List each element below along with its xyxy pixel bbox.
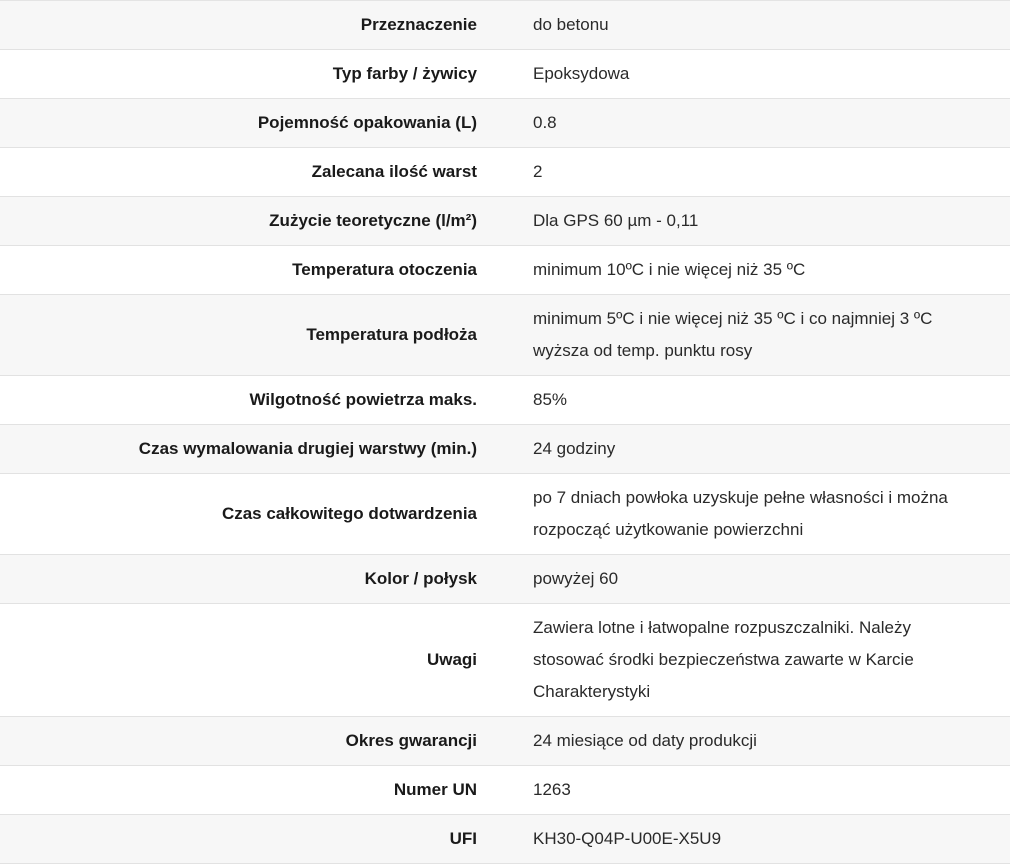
- spec-label: Temperatura podłoża: [306, 325, 477, 344]
- spec-row-typ-farby: [0, 50, 1010, 99]
- spec-value: 24 miesiące od daty produkcji: [533, 731, 757, 750]
- spec-row-ilosc-warstw: [0, 148, 1010, 197]
- spec-value: 0.8: [533, 113, 557, 132]
- spec-value: 24 godziny: [533, 439, 616, 458]
- spec-row-okres-gwarancji: [0, 717, 1010, 766]
- spec-value: Dla GPS 60 µm - 0,11: [533, 211, 699, 230]
- spec-row-czas-dotwardzenia: [0, 474, 1010, 555]
- spec-value: po 7 dniach powłoka uzyskuje pełne własności i można rozpocząć użytkowanie powierzchni: [533, 488, 948, 539]
- spec-value: minimum 5ºC i nie więcej niż 35 ºC i co najmniej 3 ºC wyższa od temp. punktu rosy: [533, 309, 933, 360]
- spec-label: Okres gwarancji: [345, 731, 477, 750]
- spec-row-temperatura-podloza: [0, 295, 1010, 376]
- spec-row-kolor-polysk: [0, 555, 1010, 604]
- spec-row-czas-wymalowania: [0, 425, 1010, 474]
- spec-label: Typ farby / żywicy: [332, 64, 477, 83]
- spec-value: 85%: [533, 390, 568, 409]
- spec-row-numer-un: [0, 766, 1010, 815]
- spec-row-uwagi: [0, 604, 1010, 717]
- spec-row-wilgotnosc: [0, 376, 1010, 425]
- spec-value: Zawiera lotne i łatwopalne rozpuszczalniki. Należy stosować środki bezpieczeństwa zawarte w Karcie Charakterystyki: [533, 618, 914, 701]
- spec-value: KH30-Q04P-U00E-X5U9: [533, 829, 722, 848]
- spec-row-zuzycie: [0, 197, 1010, 246]
- spec-table-body: [0, 1, 1010, 864]
- spec-label: UFI: [449, 829, 477, 848]
- spec-row-przeznaczenie: [0, 1, 1010, 50]
- spec-label: Temperatura otoczenia: [292, 260, 477, 279]
- spec-label: Czas całkowitego dotwardzenia: [221, 504, 477, 523]
- spec-value: Epoksydowa: [533, 64, 630, 83]
- spec-row-ufi: [0, 815, 1010, 864]
- spec-value: 2: [533, 162, 543, 181]
- spec-label: Kolor / połysk: [364, 569, 477, 588]
- spec-value: minimum 10ºC i nie więcej niż 35 ºC: [533, 260, 806, 279]
- spec-row-temperatura-otoczenia: [0, 246, 1010, 295]
- spec-label: Wilgotność powietrza maks.: [249, 390, 477, 409]
- spec-value: powyżej 60: [533, 569, 619, 588]
- spec-label: Zużycie teoretyczne (l/m²): [269, 211, 477, 230]
- spec-row-pojemnosc: [0, 99, 1010, 148]
- spec-label: Uwagi: [426, 650, 477, 669]
- spec-label: Zalecana ilość warst: [311, 162, 477, 181]
- spec-label: Przeznaczenie: [360, 15, 477, 34]
- spec-label: Pojemność opakowania (L): [257, 113, 477, 132]
- spec-label: Numer UN: [393, 780, 477, 799]
- spec-value: 1263: [533, 780, 571, 799]
- spec-value: do betonu: [533, 15, 609, 34]
- spec-label: Czas wymalowania drugiej warstwy (min.): [138, 439, 477, 458]
